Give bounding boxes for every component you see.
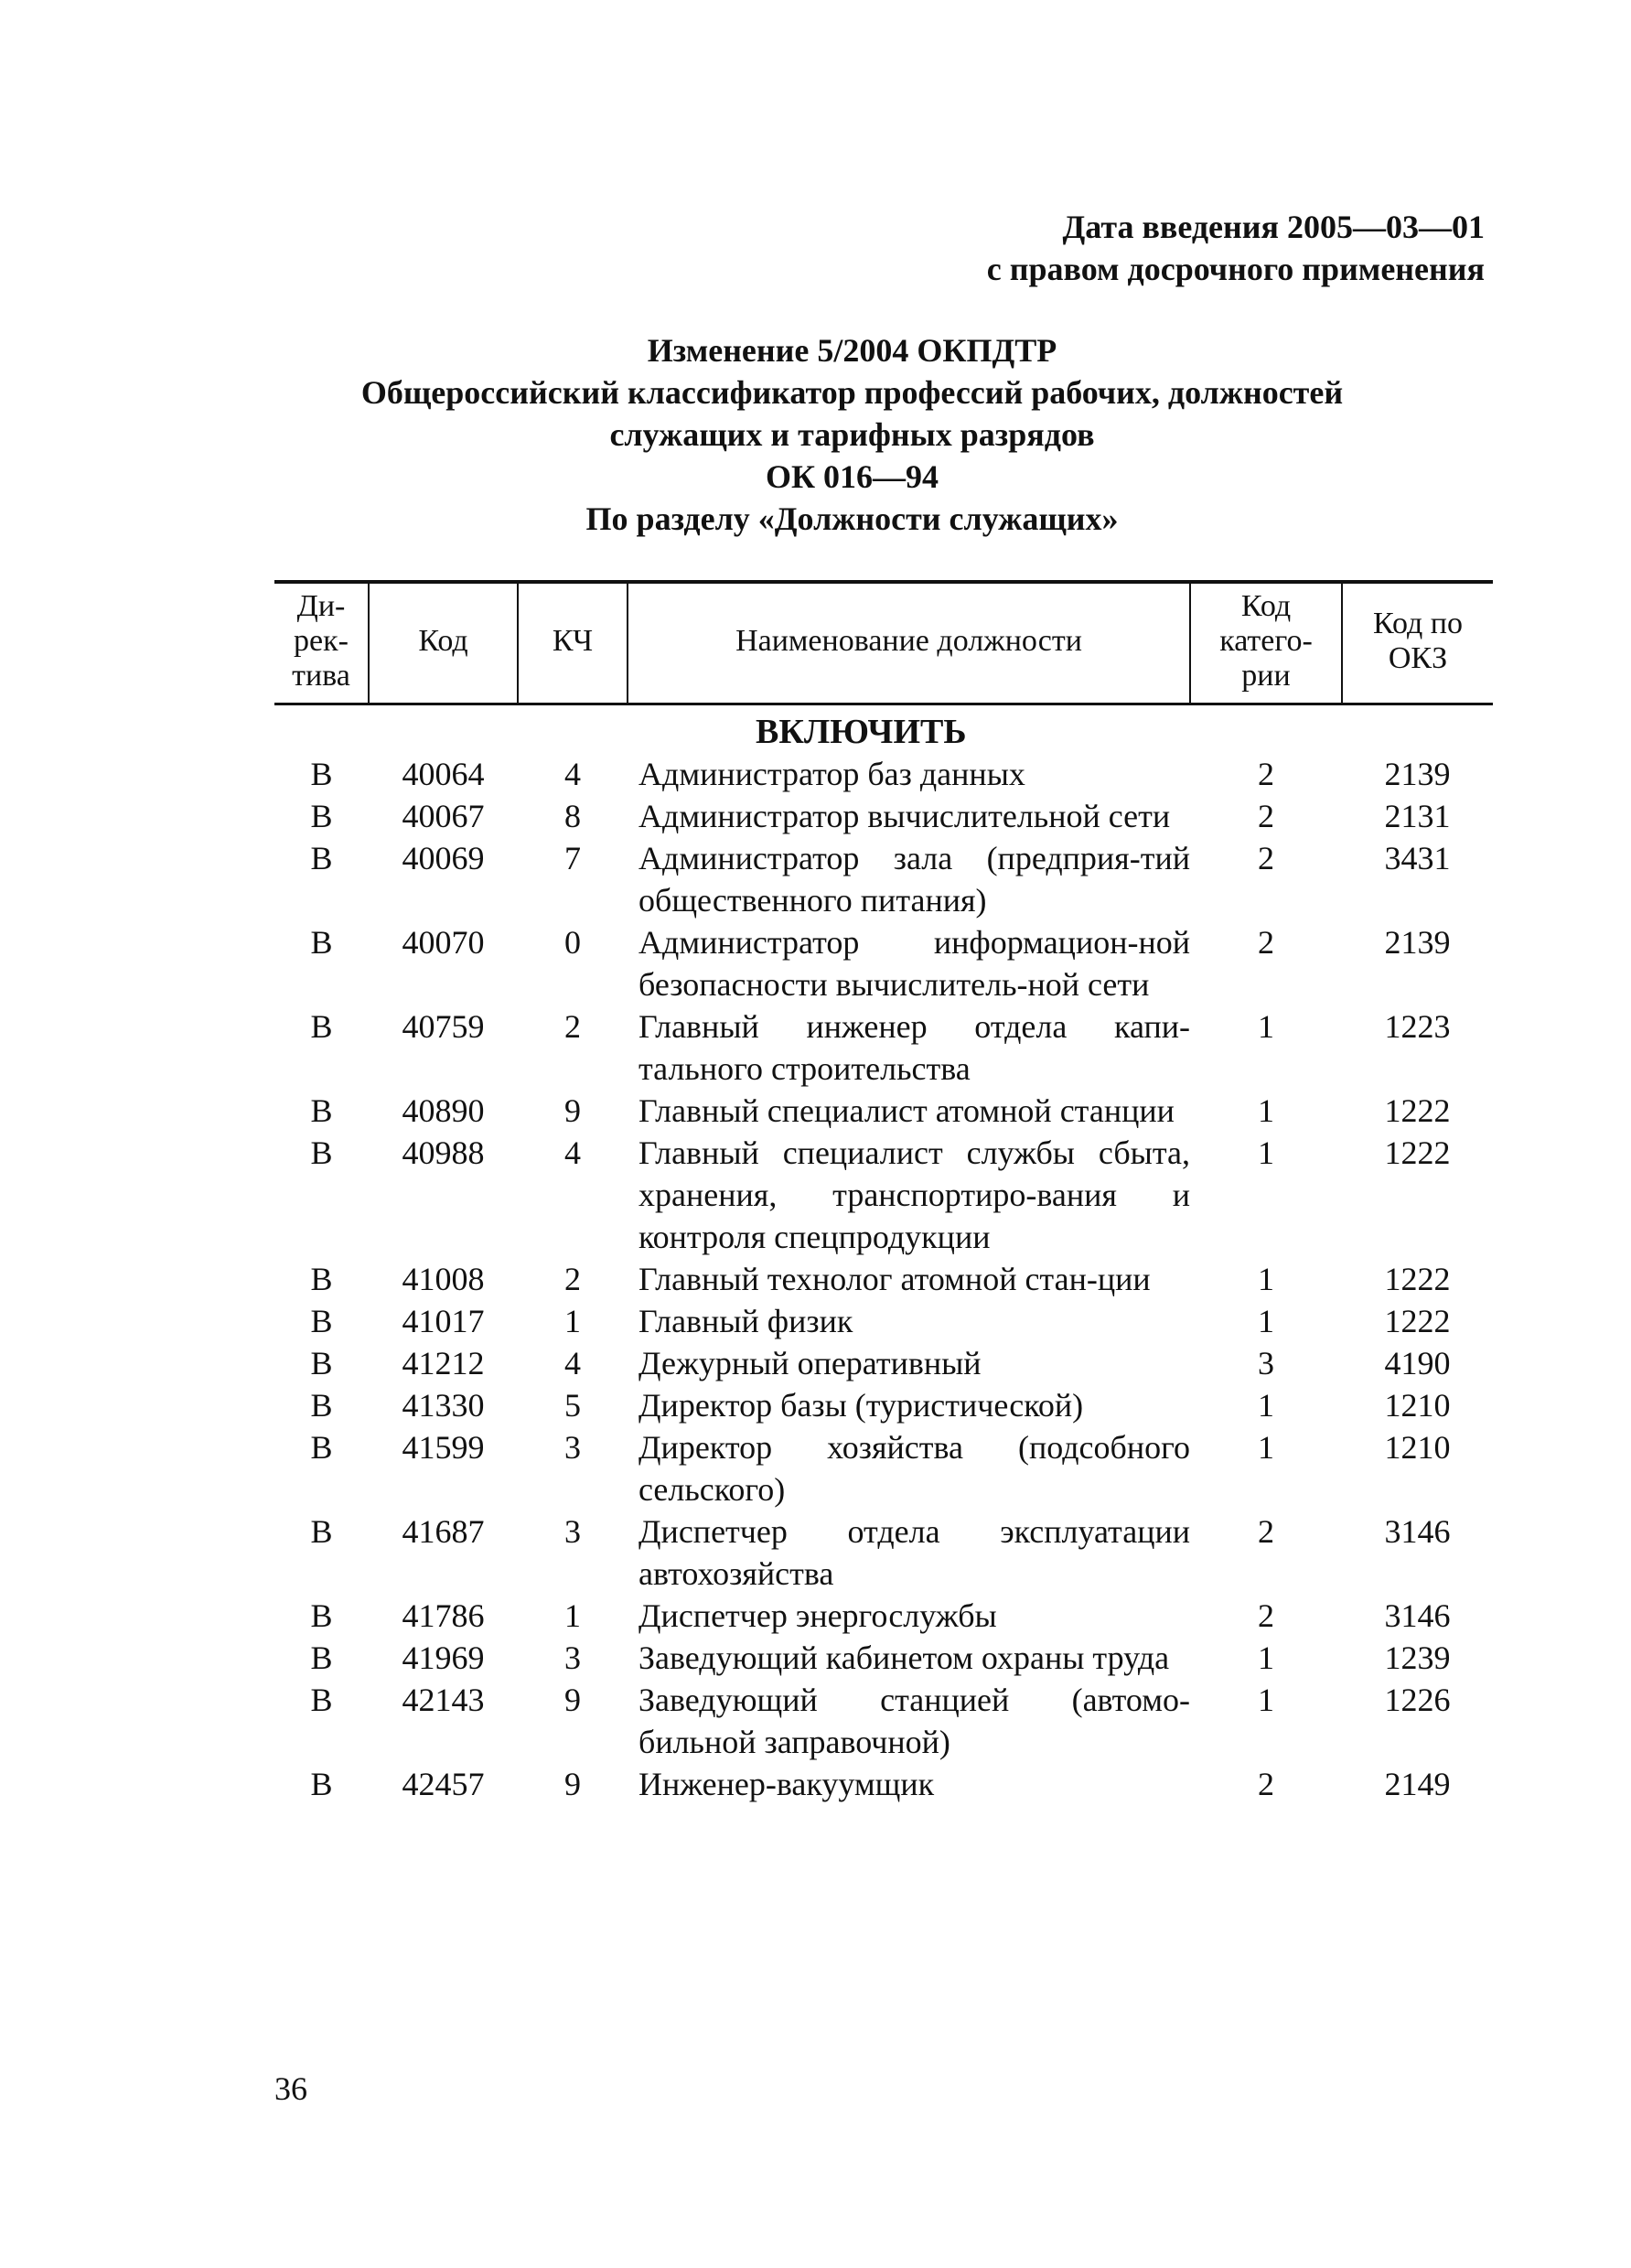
cell-code: 41212 xyxy=(402,1345,485,1381)
cell-directive: В xyxy=(310,840,333,876)
cell-directive: В xyxy=(310,1597,333,1634)
cell-position-name: Диспетчер отдела эксплуатации автохозяйства xyxy=(638,1513,1190,1592)
cell-code: 41017 xyxy=(402,1303,485,1339)
cell-category: 2 xyxy=(1258,924,1274,961)
cell-directive: В xyxy=(310,1303,333,1339)
table-row xyxy=(274,1679,1493,1763)
cell-kch: 3 xyxy=(564,1639,581,1676)
cell-position-name: Заведующий кабинетом охраны труда xyxy=(638,1639,1170,1676)
table-row xyxy=(274,1763,1493,1805)
cell-category: 2 xyxy=(1258,1597,1274,1634)
cell-kch: 3 xyxy=(564,1429,581,1466)
cell-okz: 1210 xyxy=(1384,1387,1451,1424)
cell-code: 41599 xyxy=(402,1429,485,1466)
section-heading-row xyxy=(274,704,1493,754)
cell-directive: В xyxy=(310,1345,333,1381)
cell-code: 42457 xyxy=(402,1766,485,1802)
cell-kch: 3 xyxy=(564,1513,581,1550)
cell-kch: 2 xyxy=(564,1008,581,1045)
cell-position-name: Инженер-вакуумщик xyxy=(638,1766,935,1802)
cell-category: 3 xyxy=(1258,1345,1274,1381)
cell-category: 1 xyxy=(1258,1134,1274,1171)
table-row xyxy=(274,1510,1493,1595)
cell-okz: 1222 xyxy=(1384,1134,1451,1171)
classifier-subtitle: служащих и тарифных разрядов xyxy=(609,416,1095,453)
cell-okz: 3146 xyxy=(1384,1597,1451,1634)
cell-category: 2 xyxy=(1258,840,1274,876)
page-number: 36 xyxy=(274,2070,307,2107)
cell-position-name: Директор хозяйства (подсобного сельского) xyxy=(638,1429,1190,1508)
cell-directive: В xyxy=(310,1092,333,1129)
cell-directive: В xyxy=(310,1766,333,1802)
cell-category: 1 xyxy=(1258,1303,1274,1339)
cell-kch: 9 xyxy=(564,1092,581,1129)
cell-directive: В xyxy=(310,1682,333,1718)
cell-kch: 7 xyxy=(564,840,581,876)
early-application-note: с правом досрочного применения xyxy=(986,251,1485,287)
cell-code: 41786 xyxy=(402,1597,485,1634)
classifier-title: Общероссийский классификатор профессий рабочих, должностей xyxy=(360,374,1344,411)
cell-okz: 1226 xyxy=(1384,1682,1451,1718)
cell-category: 1 xyxy=(1258,1682,1274,1718)
cell-directive: В xyxy=(310,798,333,834)
cell-kch: 4 xyxy=(564,1134,581,1171)
cell-category: 2 xyxy=(1258,756,1274,792)
cell-code: 40070 xyxy=(402,924,485,961)
cell-kch: 9 xyxy=(564,1682,581,1718)
table-row xyxy=(274,1005,1493,1090)
table-row xyxy=(274,1637,1493,1679)
cell-directive: В xyxy=(310,1639,333,1676)
cell-kch: 2 xyxy=(564,1261,581,1297)
cell-directive: В xyxy=(310,1429,333,1466)
table-row xyxy=(274,1384,1493,1426)
cell-code: 41969 xyxy=(402,1639,485,1676)
cell-kch: 4 xyxy=(564,756,581,792)
cell-position-name: Администратор зала (предприя-тий общественного питания) xyxy=(638,840,1190,919)
cell-position-name: Главный инженер отдела капи-тального строительства xyxy=(638,1008,1190,1087)
header-okz: Код по ОКЗ xyxy=(1342,582,1493,704)
cell-directive: В xyxy=(310,1513,333,1550)
cell-okz: 1239 xyxy=(1384,1639,1451,1676)
table-row xyxy=(274,795,1493,837)
cell-kch: 5 xyxy=(564,1387,581,1424)
section-heading: ВКЛЮЧИТЬ xyxy=(756,713,967,751)
cell-category: 1 xyxy=(1258,1429,1274,1466)
cell-category: 2 xyxy=(1258,798,1274,834)
cell-kch: 4 xyxy=(564,1345,581,1381)
cell-code: 40069 xyxy=(402,840,485,876)
table-row xyxy=(274,1300,1493,1342)
section-title: По разделу «Должности служащих» xyxy=(585,500,1119,537)
cell-code: 40064 xyxy=(402,756,485,792)
cell-position-name: Администратор баз данных xyxy=(638,756,1025,792)
table-row xyxy=(274,837,1493,921)
cell-kch: 1 xyxy=(564,1303,581,1339)
cell-okz: 1222 xyxy=(1384,1303,1451,1339)
table-row xyxy=(274,1426,1493,1510)
cell-category: 1 xyxy=(1258,1092,1274,1129)
cell-category: 1 xyxy=(1258,1387,1274,1424)
cell-code: 41330 xyxy=(402,1387,485,1424)
cell-okz: 4190 xyxy=(1384,1345,1451,1381)
cell-okz: 2149 xyxy=(1384,1766,1451,1802)
effective-date-block xyxy=(987,206,1485,290)
header-code: Код xyxy=(369,582,518,704)
header-category: Код катего- рии xyxy=(1190,582,1342,704)
effective-date: Дата введения 2005—03—01 xyxy=(1062,209,1485,245)
cell-position-name: Главный специалист службы сбыта, хранения, транспортиро-вания и контроля спецпродукции xyxy=(638,1134,1190,1255)
cell-category: 2 xyxy=(1258,1766,1274,1802)
cell-position-name: Главный специалист атомной станции xyxy=(638,1092,1175,1129)
header-name: Наименование должности xyxy=(628,582,1190,704)
cell-directive: В xyxy=(310,1387,333,1424)
cell-position-name: Главный технолог атомной стан-ции xyxy=(638,1261,1151,1297)
cell-position-name: Заведующий станцией (автомо-бильной заправочной) xyxy=(638,1682,1190,1760)
cell-position-name: Администратор информацион-ной безопасности вычислитель-ной сети xyxy=(638,924,1190,1003)
cell-okz: 2131 xyxy=(1384,798,1451,834)
cell-code: 40067 xyxy=(402,798,485,834)
table-row xyxy=(274,1258,1493,1300)
cell-code: 40890 xyxy=(402,1092,485,1129)
document-title xyxy=(0,329,1631,540)
cell-code: 40988 xyxy=(402,1134,485,1171)
cell-okz: 1222 xyxy=(1384,1092,1451,1129)
cell-directive: В xyxy=(310,1261,333,1297)
cell-code: 42143 xyxy=(402,1682,485,1718)
cell-code: 41008 xyxy=(402,1261,485,1297)
cell-code: 40759 xyxy=(402,1008,485,1045)
amendment-title: Изменение 5/2004 ОКПДТР xyxy=(647,332,1057,369)
table-row xyxy=(274,1342,1493,1384)
positions-table xyxy=(274,580,1493,1805)
cell-directive: В xyxy=(310,756,333,792)
cell-directive: В xyxy=(310,1134,333,1171)
cell-okz: 1222 xyxy=(1384,1261,1451,1297)
table-row xyxy=(274,1595,1493,1637)
table-row xyxy=(274,921,1493,1005)
table-header-row xyxy=(274,582,1493,704)
table-row xyxy=(274,1132,1493,1258)
cell-position-name: Директор базы (туристической) xyxy=(638,1387,1084,1424)
cell-position-name: Администратор вычислительной сети xyxy=(638,798,1171,834)
classifier-code: ОК 016—94 xyxy=(765,458,939,495)
cell-position-name: Диспетчер энергослужбы xyxy=(638,1597,997,1634)
cell-kch: 9 xyxy=(564,1766,581,1802)
cell-okz: 1223 xyxy=(1384,1008,1451,1045)
cell-kch: 8 xyxy=(564,798,581,834)
cell-kch: 0 xyxy=(564,924,581,961)
header-directive: Ди- рек- тива xyxy=(274,582,369,704)
cell-okz: 3146 xyxy=(1384,1513,1451,1550)
cell-okz: 2139 xyxy=(1384,756,1451,792)
table-row xyxy=(274,753,1493,795)
cell-category: 1 xyxy=(1258,1008,1274,1045)
table-row xyxy=(274,1090,1493,1132)
cell-category: 2 xyxy=(1258,1513,1274,1550)
cell-position-name: Главный физик xyxy=(638,1303,853,1339)
cell-directive: В xyxy=(310,1008,333,1045)
cell-code: 41687 xyxy=(402,1513,485,1550)
cell-okz: 3431 xyxy=(1384,840,1451,876)
cell-category: 1 xyxy=(1258,1261,1274,1297)
cell-directive: В xyxy=(310,924,333,961)
cell-position-name: Дежурный оперативный xyxy=(638,1345,982,1381)
cell-kch: 1 xyxy=(564,1597,581,1634)
header-kch: КЧ xyxy=(518,582,628,704)
cell-okz: 2139 xyxy=(1384,924,1451,961)
cell-okz: 1210 xyxy=(1384,1429,1451,1466)
cell-category: 1 xyxy=(1258,1639,1274,1676)
